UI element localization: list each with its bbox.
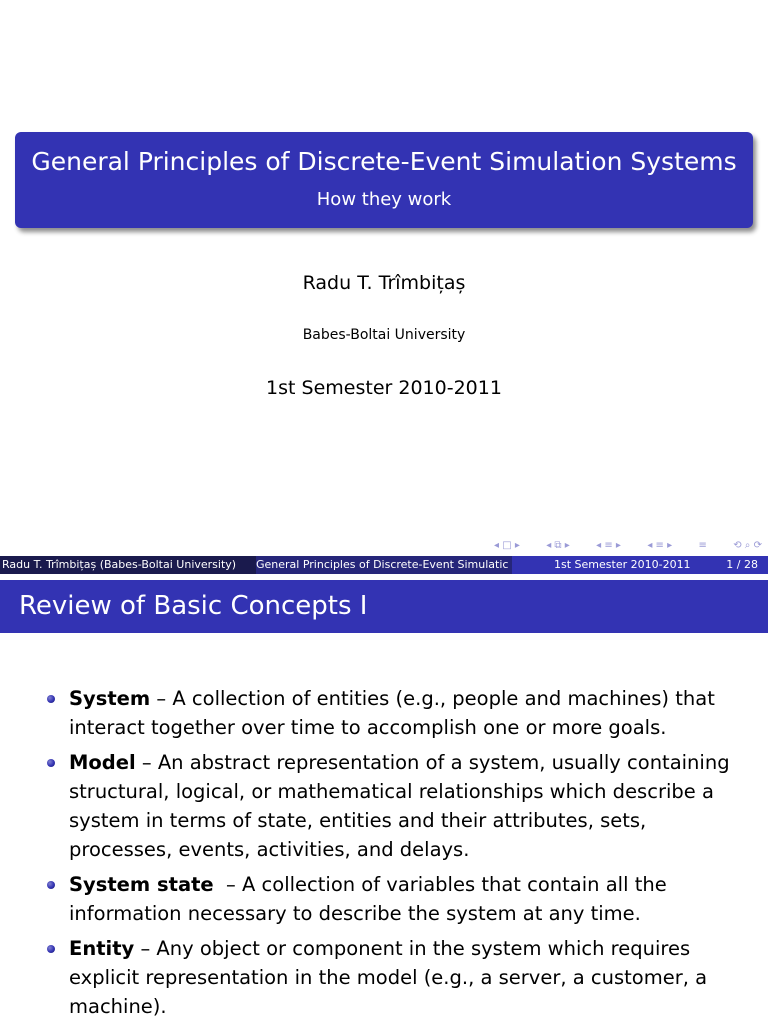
bullet-icon: [47, 695, 55, 703]
bullet-icon: [47, 945, 55, 953]
nav-subsection-icon[interactable]: ◂ ≡ ▸: [596, 539, 621, 551]
concept-list: [0, 684, 768, 1024]
nav-slide-icon[interactable]: ◂ □ ▸: [494, 539, 520, 551]
footline-title: General Principles of Discrete-Event Simulatic: [256, 556, 512, 574]
separator: –: [150, 687, 173, 710]
presentation-title: General Principles of Discrete-Event Simulation Systems: [31, 147, 737, 176]
nav-section-icon[interactable]: ◂ ≡ ▸: [647, 539, 673, 551]
author: Radu T. Trîmbițaș: [302, 272, 466, 294]
bullet-icon: [47, 759, 55, 767]
term: System state: [69, 873, 214, 896]
presentation-subtitle: How they work: [316, 189, 452, 210]
definition: A collection of variables that contain all the information necessary to describe the system at any time.: [69, 873, 667, 925]
institute: Babes-Boltai University: [302, 327, 466, 343]
list-item: [0, 748, 768, 864]
definition: An abstract representation of a system, usually containing structural, logical, or mathematical relationships which describe a system in terms of state, entities and their attributes, sets, processes, events, activities, and delays.: [69, 751, 730, 861]
footline-date: 1st Semester 2010-2011: [554, 558, 691, 571]
separator: –: [134, 937, 157, 960]
list-item: [0, 934, 768, 1021]
separator: –: [135, 751, 158, 774]
frame-title: Review of Basic Concepts I: [19, 591, 368, 621]
list-item: [0, 870, 768, 928]
footline: [0, 556, 768, 574]
list-item: [0, 684, 768, 742]
term: Model: [69, 751, 136, 774]
footline-date-page: [512, 556, 768, 574]
bullet-icon: [47, 881, 55, 889]
frame-title-bar: [0, 580, 768, 633]
definition: A collection of entities (e.g., people and machines) that interact together over time to accomplish one or more goals.: [69, 687, 715, 739]
navigation-symbols: [494, 538, 762, 552]
date: 1st Semester 2010-2011: [266, 377, 502, 399]
footline-author: Radu T. Trîmbițaș (Babes-Boltai University): [0, 556, 256, 574]
term: Entity: [69, 937, 135, 960]
separator: –: [213, 873, 243, 896]
nav-frame-icon[interactable]: ◂ ⧉ ▸: [546, 539, 570, 551]
nav-document-icon[interactable]: ≡: [698, 539, 707, 551]
nav-search-icon[interactable]: ⟲ ⌕ ⟳: [733, 539, 762, 551]
page-number: 1 / 28: [726, 558, 758, 571]
term: System: [69, 687, 151, 710]
definition: Any object or component in the system which requires explicit representation in the model (e.g., a server, a customer, a machine).: [69, 937, 708, 1018]
title-block: [15, 132, 753, 228]
